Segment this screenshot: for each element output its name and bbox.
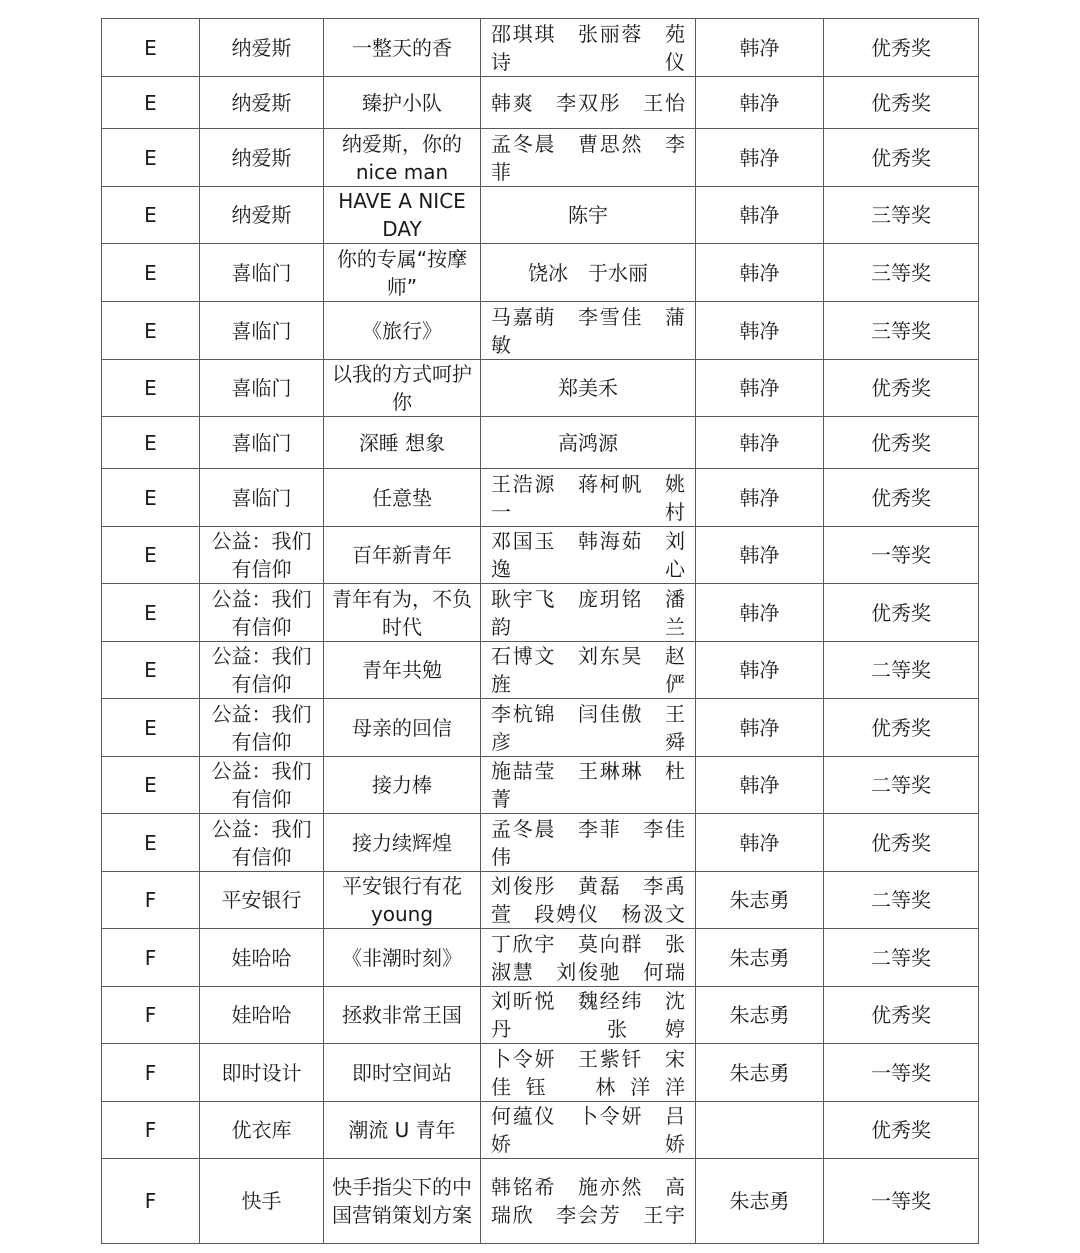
members-cell: 邓国玉 韩海茹 刘逸心 bbox=[481, 527, 696, 584]
table-row bbox=[102, 699, 979, 757]
company-cell: 纳爱斯 bbox=[200, 19, 324, 77]
members-cell: 丁欣宇 莫向群 张淑慧 刘俊驰 何瑞 bbox=[481, 929, 696, 987]
table-row bbox=[102, 77, 979, 129]
company-cell: 纳爱斯 bbox=[200, 129, 324, 187]
members-cell: 刘俊彤 黄磊 李禹萱 段娉仪 杨汲文 bbox=[481, 872, 696, 929]
teacher-cell: 韩净 bbox=[696, 814, 824, 872]
teacher-cell: 韩净 bbox=[696, 527, 824, 584]
teacher-cell: 韩净 bbox=[696, 360, 824, 417]
table-row bbox=[102, 987, 979, 1044]
company-cell: 娃哈哈 bbox=[200, 929, 324, 987]
award-cell: 优秀奖 bbox=[824, 584, 979, 642]
company-cell: 纳爱斯 bbox=[200, 187, 324, 244]
work-title-cell: 《旅行》 bbox=[324, 302, 481, 360]
table-row bbox=[102, 417, 979, 469]
teacher-cell: 朱志勇 bbox=[696, 872, 824, 929]
work-title-cell: 一整天的香 bbox=[324, 19, 481, 77]
work-title-cell: 拯救非常王国 bbox=[324, 987, 481, 1044]
teacher-cell: 韩净 bbox=[696, 129, 824, 187]
award-cell: 优秀奖 bbox=[824, 19, 979, 77]
teacher-cell: 韩净 bbox=[696, 77, 824, 129]
work-title-cell: 纳爱斯，你的 nice man bbox=[324, 129, 481, 187]
work-title-cell: 母亲的回信 bbox=[324, 699, 481, 757]
company-cell: 公益：我们有信仰 bbox=[200, 584, 324, 642]
award-cell: 优秀奖 bbox=[824, 129, 979, 187]
work-title-cell: 即时空间站 bbox=[324, 1044, 481, 1102]
table-row bbox=[102, 814, 979, 872]
award-cell: 一等奖 bbox=[824, 527, 979, 584]
teacher-cell: 韩净 bbox=[696, 584, 824, 642]
work-title-cell: 快手指尖下的中国营销策划方案 bbox=[324, 1159, 481, 1244]
work-title-cell: 《非潮时刻》 bbox=[324, 929, 481, 987]
award-cell: 一等奖 bbox=[824, 1159, 979, 1244]
members-cell: 孟冬晨 曹思然 李菲 bbox=[481, 129, 696, 187]
members-cell: 何蕴仪 卜令妍 吕娇娇 bbox=[481, 1102, 696, 1159]
award-cell: 优秀奖 bbox=[824, 77, 979, 129]
members-cell: 石博文 刘东昊 赵旌俨 bbox=[481, 642, 696, 699]
group-cell: E bbox=[102, 527, 200, 584]
group-cell: E bbox=[102, 302, 200, 360]
teacher-cell: 韩净 bbox=[696, 244, 824, 302]
work-title-cell: 青年有为，不负时代 bbox=[324, 584, 481, 642]
teacher-cell: 朱志勇 bbox=[696, 929, 824, 987]
company-cell: 喜临门 bbox=[200, 469, 324, 527]
group-cell: E bbox=[102, 417, 200, 469]
teacher-cell: 朱志勇 bbox=[696, 987, 824, 1044]
group-cell: E bbox=[102, 187, 200, 244]
group-cell: F bbox=[102, 1159, 200, 1244]
teacher-cell: 韩净 bbox=[696, 302, 824, 360]
group-cell: F bbox=[102, 872, 200, 929]
members-cell: 韩爽 李双彤 王怡 bbox=[481, 77, 696, 129]
members-cell: 陈宇 bbox=[481, 187, 696, 244]
work-title-cell: HAVE A NICE DAY bbox=[324, 187, 481, 244]
teacher-cell bbox=[696, 1102, 824, 1159]
award-cell: 优秀奖 bbox=[824, 987, 979, 1044]
group-cell: F bbox=[102, 1044, 200, 1102]
company-cell: 优衣库 bbox=[200, 1102, 324, 1159]
table-row bbox=[102, 872, 979, 929]
company-cell: 娃哈哈 bbox=[200, 987, 324, 1044]
teacher-cell: 韩净 bbox=[696, 19, 824, 77]
group-cell: E bbox=[102, 129, 200, 187]
group-cell: E bbox=[102, 642, 200, 699]
award-cell: 优秀奖 bbox=[824, 814, 979, 872]
company-cell: 公益：我们有信仰 bbox=[200, 699, 324, 757]
company-cell: 即时设计 bbox=[200, 1044, 324, 1102]
work-title-cell: 青年共勉 bbox=[324, 642, 481, 699]
teacher-cell: 韩净 bbox=[696, 417, 824, 469]
teacher-cell: 韩净 bbox=[696, 642, 824, 699]
table-row bbox=[102, 929, 979, 987]
award-cell: 优秀奖 bbox=[824, 360, 979, 417]
company-cell: 平安银行 bbox=[200, 872, 324, 929]
group-cell: E bbox=[102, 757, 200, 814]
teacher-cell: 韩净 bbox=[696, 699, 824, 757]
members-cell: 卜令妍 王紫钎 宋佳钰 林洋洋 bbox=[481, 1044, 696, 1102]
award-cell: 优秀奖 bbox=[824, 417, 979, 469]
award-cell: 三等奖 bbox=[824, 302, 979, 360]
group-cell: F bbox=[102, 1102, 200, 1159]
table-row bbox=[102, 757, 979, 814]
members-cell: 饶冰 于水丽 bbox=[481, 244, 696, 302]
members-cell: 刘昕悦 魏经纬 沈丹 张婷 bbox=[481, 987, 696, 1044]
group-cell: F bbox=[102, 929, 200, 987]
company-cell: 公益：我们有信仰 bbox=[200, 527, 324, 584]
company-cell: 喜临门 bbox=[200, 244, 324, 302]
company-cell: 喜临门 bbox=[200, 417, 324, 469]
members-cell: 韩铭希 施亦然 高瑞欣 李会芳 王宇 bbox=[481, 1159, 696, 1244]
members-cell: 马嘉萌 李雪佳 蒲敏 bbox=[481, 302, 696, 360]
members-cell: 高鸿源 bbox=[481, 417, 696, 469]
group-cell: E bbox=[102, 244, 200, 302]
table-row bbox=[102, 360, 979, 417]
group-cell: E bbox=[102, 77, 200, 129]
work-title-cell: 任意垫 bbox=[324, 469, 481, 527]
work-title-cell: 百年新青年 bbox=[324, 527, 481, 584]
teacher-cell: 韩净 bbox=[696, 757, 824, 814]
award-cell: 优秀奖 bbox=[824, 699, 979, 757]
group-cell: E bbox=[102, 584, 200, 642]
table-row bbox=[102, 642, 979, 699]
table-row bbox=[102, 244, 979, 302]
company-cell: 喜临门 bbox=[200, 360, 324, 417]
teacher-cell: 朱志勇 bbox=[696, 1159, 824, 1244]
work-title-cell: 以我的方式呵护你 bbox=[324, 360, 481, 417]
awards-table-body bbox=[102, 19, 979, 1244]
teacher-cell: 韩净 bbox=[696, 469, 824, 527]
group-cell: E bbox=[102, 360, 200, 417]
award-cell: 二等奖 bbox=[824, 929, 979, 987]
table-row bbox=[102, 469, 979, 527]
work-title-cell: 臻护小队 bbox=[324, 77, 481, 129]
members-cell: 耿宇飞 庞玥铭 潘韵兰 bbox=[481, 584, 696, 642]
company-cell: 纳爱斯 bbox=[200, 77, 324, 129]
group-cell: F bbox=[102, 987, 200, 1044]
members-cell: 郑美禾 bbox=[481, 360, 696, 417]
award-cell: 二等奖 bbox=[824, 757, 979, 814]
work-title-cell: 接力棒 bbox=[324, 757, 481, 814]
table-row bbox=[102, 129, 979, 187]
award-cell: 二等奖 bbox=[824, 642, 979, 699]
company-cell: 公益：我们有信仰 bbox=[200, 814, 324, 872]
members-cell: 孟冬晨 李菲 李佳伟 bbox=[481, 814, 696, 872]
company-cell: 快手 bbox=[200, 1159, 324, 1244]
members-cell: 施喆莹 王琳琳 杜菁 bbox=[481, 757, 696, 814]
awards-table bbox=[101, 18, 979, 1244]
award-cell: 优秀奖 bbox=[824, 1102, 979, 1159]
table-row bbox=[102, 302, 979, 360]
award-cell: 优秀奖 bbox=[824, 469, 979, 527]
table-row bbox=[102, 1159, 979, 1244]
group-cell: E bbox=[102, 814, 200, 872]
members-cell: 邵琪琪 张丽蓉 苑诗仪 bbox=[481, 19, 696, 77]
table-row bbox=[102, 527, 979, 584]
company-cell: 公益：我们有信仰 bbox=[200, 642, 324, 699]
work-title-cell: 接力续辉煌 bbox=[324, 814, 481, 872]
award-cell: 一等奖 bbox=[824, 1044, 979, 1102]
work-title-cell: 平安银行有花 young bbox=[324, 872, 481, 929]
work-title-cell: 深睡 想象 bbox=[324, 417, 481, 469]
award-cell: 三等奖 bbox=[824, 244, 979, 302]
teacher-cell: 韩净 bbox=[696, 187, 824, 244]
group-cell: E bbox=[102, 469, 200, 527]
table-row bbox=[102, 584, 979, 642]
members-cell: 王浩源 蒋柯帆 姚一村 bbox=[481, 469, 696, 527]
table-row bbox=[102, 1044, 979, 1102]
members-cell: 李杭锦 闫佳傲 王彦舜 bbox=[481, 699, 696, 757]
group-cell: E bbox=[102, 19, 200, 77]
group-cell: E bbox=[102, 699, 200, 757]
table-row bbox=[102, 187, 979, 244]
table-row bbox=[102, 1102, 979, 1159]
company-cell: 公益：我们有信仰 bbox=[200, 757, 324, 814]
company-cell: 喜临门 bbox=[200, 302, 324, 360]
work-title-cell: 你的专属“按摩师” bbox=[324, 244, 481, 302]
work-title-cell: 潮流 U 青年 bbox=[324, 1102, 481, 1159]
table-row bbox=[102, 19, 979, 77]
award-cell: 三等奖 bbox=[824, 187, 979, 244]
award-cell: 二等奖 bbox=[824, 872, 979, 929]
teacher-cell: 朱志勇 bbox=[696, 1044, 824, 1102]
